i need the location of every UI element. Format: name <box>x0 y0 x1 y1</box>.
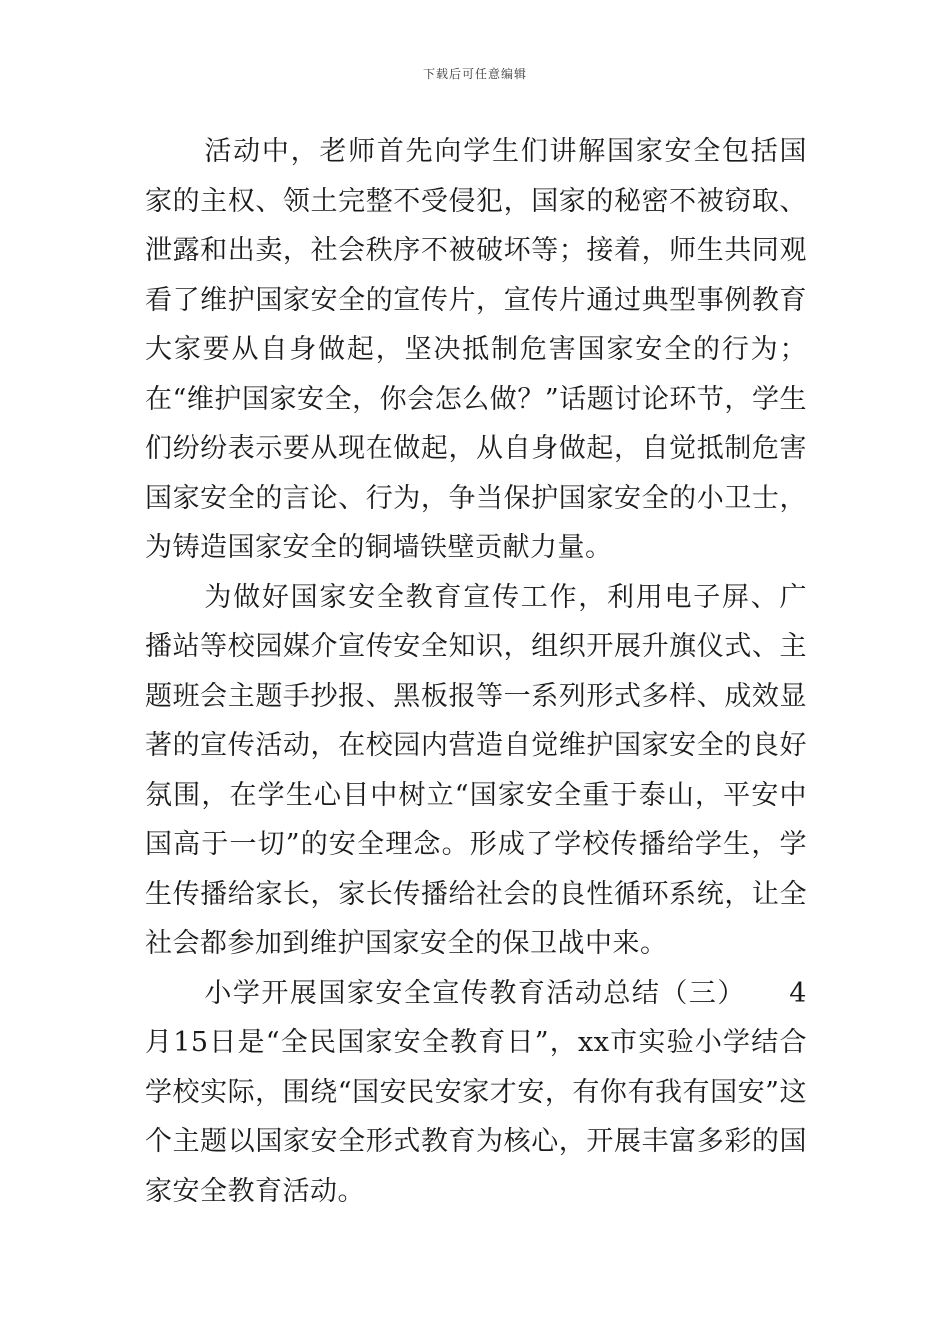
paragraph-summary-three: 小学开展国家安全宣传教育活动总结（三） 4月15日是“全民国家安全教育日”，xx市实验小学结合学校实际，围绕“国安民安家才安，有你有我有国安”这个主题以国家安全形式教育为核心，开展丰富多彩的国家安全教育活动。 <box>145 977 807 1207</box>
paragraph-activity: 活动中，老师首先向学生们讲解国家安全包括国家的主权、领土完整不受侵犯，国家的秘密不被窃取、泄露和出卖，社会秩序不被破坏等；接着，师生共同观看了维护国家安全的宣传片，宣传片通过典型事例教育大家要从自身做起，坚决抵制危害国家安全的行为；在“维护国家安全，你会怎么做？”话题讨论环节，学生们纷纷表示要从现在做起，从自身做起，自觉抵制危害国家安全的言论、行为，争当保护国家安全的小卫士，为铸造国家安全的铜墙铁壁贡献力量。 <box>145 136 807 563</box>
page-header-note: 下载后可任意编辑 <box>422 67 527 81</box>
document-body <box>145 127 807 1216</box>
paragraph-publicity: 为做好国家安全教育宣传工作，利用电子屏、广播站等校园媒介宣传安全知识，组织开展升旗仪式、主题班会主题手抄报、黑板报等一系列形式多样、成效显著的宣传活动，在校园内营造自觉维护国家安全的良好氛围，在学生心目中树立“国家安全重于泰山，平安中国高于一切”的安全理念。形成了学校传播给学生，学生传播给家长，家长传播给社会的良性循环系统，让全社会都参加到维护国家安全的保卫战中来。 <box>145 581 807 959</box>
